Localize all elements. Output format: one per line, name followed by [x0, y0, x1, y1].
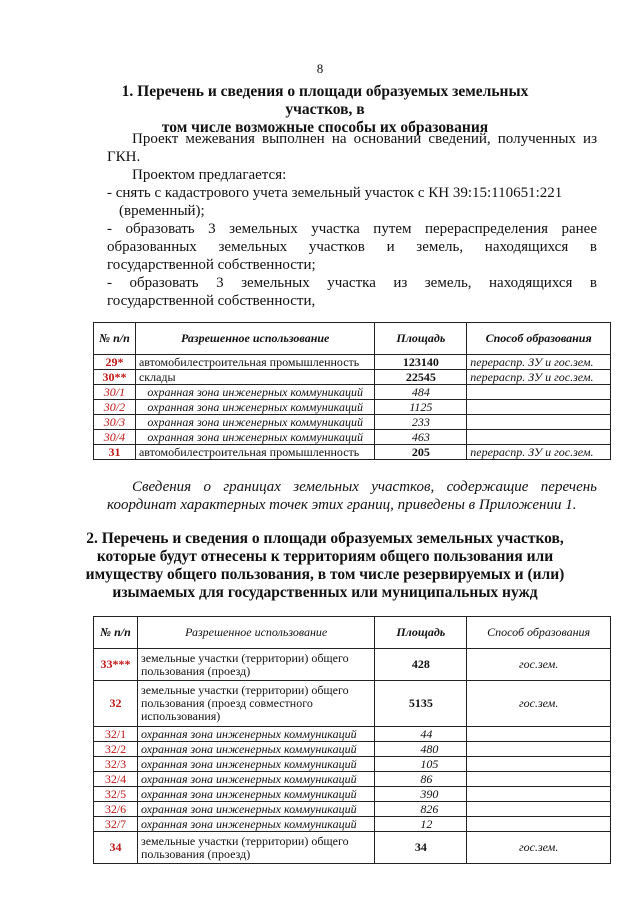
cell-area: 34 — [375, 832, 467, 864]
section2-title-line: изымаемых для государственных или муниципальных нужд — [112, 584, 538, 601]
cell-method — [467, 385, 611, 400]
cell-num: 30/2 — [94, 400, 136, 415]
list-item: государственной собственности; — [107, 257, 316, 273]
list-item: - образовать 3 земельных участка путем перераспределения ранее — [107, 221, 597, 237]
header-num: № п/п — [94, 323, 136, 355]
cell-num: 29* — [94, 355, 136, 370]
cell-area: 463 — [375, 430, 467, 445]
cell-use: земельные участки (территории) общего пользования (проезд) — [137, 649, 374, 681]
cell-num: 33*** — [94, 649, 138, 681]
cell-num: 30/4 — [94, 430, 136, 445]
cell-use: охранная зона инженерных коммуникаций — [137, 772, 374, 787]
cell-use: автомобилестроительная промышленность — [135, 445, 375, 460]
cell-method: гос.зем. — [467, 681, 611, 727]
cell-method — [467, 802, 611, 817]
cell-num: 30/1 — [94, 385, 136, 400]
cell-area: 86 — [375, 772, 467, 787]
table-row — [94, 649, 611, 681]
note-line: Сведения о границах земельных участков, содержащие перечень — [132, 479, 597, 495]
table-row — [94, 742, 611, 757]
cell-use: охранная зона инженерных коммуникаций — [135, 400, 375, 415]
header-num: № п/п — [94, 617, 138, 649]
table-row — [94, 355, 611, 370]
cell-method — [467, 430, 611, 445]
cell-use: охранная зона инженерных коммуникаций — [137, 727, 374, 742]
table-row — [94, 787, 611, 802]
table-row — [94, 681, 611, 727]
list-item: - образовать 3 земельных участка из земель, находящихся в — [107, 275, 597, 291]
parcels-table-1 — [93, 322, 611, 460]
cell-area: 484 — [375, 385, 467, 400]
page-number: 8 — [316, 61, 324, 76]
cell-use: автомобилестроительная промышленность — [135, 355, 375, 370]
cell-num: 32/1 — [94, 727, 138, 742]
cell-use: охранная зона инженерных коммуникаций — [137, 757, 374, 772]
cell-num: 34 — [94, 832, 138, 864]
cell-area: 826 — [375, 802, 467, 817]
cell-area: 22545 — [375, 370, 467, 385]
header-use: Разрешенное использование — [137, 617, 374, 649]
cell-method — [467, 400, 611, 415]
table-row — [94, 832, 611, 864]
cell-area: 5135 — [375, 681, 467, 727]
table-row — [94, 772, 611, 787]
section2-title-line: имуществу общего пользования, в том числе резервируемых и (или) — [85, 566, 565, 583]
table-row — [94, 445, 611, 460]
cell-area: 44 — [375, 727, 467, 742]
cell-area: 480 — [375, 742, 467, 757]
cell-method: перераспр. ЗУ и гос.зем. — [467, 445, 611, 460]
cell-method: перераспр. ЗУ и гос.зем. — [467, 355, 611, 370]
header-area: Площадь — [375, 323, 467, 355]
header-method: Способ образования — [467, 323, 611, 355]
cell-use: охранная зона инженерных коммуникаций — [137, 817, 374, 832]
table-row — [94, 802, 611, 817]
table-row — [94, 415, 611, 430]
section2-title-line: 2. Перечень и сведения о площади образуемых земельных участков, — [86, 530, 564, 547]
cell-use: земельные участки (территории) общего пользования (проезд совместного использования) — [137, 681, 374, 727]
cell-num: 32/6 — [94, 802, 138, 817]
table-row — [94, 370, 611, 385]
cell-num: 32/3 — [94, 757, 138, 772]
list-item: образованных земельных участков и земель, находящихся в — [107, 239, 597, 255]
cell-use: охранная зона инженерных коммуникаций — [137, 787, 374, 802]
section1-title-line: 1. Перечень и сведения о площади образуемых земельных участков, в — [121, 83, 529, 118]
list-item: государственной собственности, — [107, 293, 316, 309]
cell-use: склады — [135, 370, 375, 385]
table-row — [94, 430, 611, 445]
cell-method: гос.зем. — [467, 832, 611, 864]
cell-area: 428 — [375, 649, 467, 681]
table-row — [94, 757, 611, 772]
cell-area: 390 — [375, 787, 467, 802]
cell-method — [467, 757, 611, 772]
cell-area: 123140 — [375, 355, 467, 370]
cell-area: 12 — [375, 817, 467, 832]
cell-num: 32 — [94, 681, 138, 727]
table-row — [94, 385, 611, 400]
section1-note — [107, 478, 597, 514]
cell-num: 30/3 — [94, 415, 136, 430]
cell-use: охранная зона инженерных коммуникаций — [135, 385, 375, 400]
cell-num: 32/5 — [94, 787, 138, 802]
cell-method — [467, 787, 611, 802]
header-area: Площадь — [375, 617, 467, 649]
cell-use: охранная зона инженерных коммуникаций — [135, 430, 375, 445]
list-item: (временный); — [119, 203, 205, 219]
cell-method — [467, 742, 611, 757]
cell-area: 105 — [375, 757, 467, 772]
cell-use: охранная зона инженерных коммуникаций — [137, 742, 374, 757]
header-use: Разрешенное использование — [135, 323, 375, 355]
cell-use: охранная зона инженерных коммуникаций — [135, 415, 375, 430]
cell-area: 233 — [375, 415, 467, 430]
intro-line: ГКН. — [107, 149, 141, 165]
cell-area: 205 — [375, 445, 467, 460]
cell-method: перераспр. ЗУ и гос.зем. — [467, 370, 611, 385]
cell-method — [467, 727, 611, 742]
section1-title — [95, 83, 555, 137]
cell-use: охранная зона инженерных коммуникаций — [137, 802, 374, 817]
proposal-line: Проектом предлагается: — [132, 167, 287, 183]
cell-num: 32/4 — [94, 772, 138, 787]
header-method: Способ образования — [467, 617, 611, 649]
table-row — [94, 727, 611, 742]
cell-method — [467, 772, 611, 787]
list-item: - снять с кадастрового учета земельный участок с КН 39:15:110651:221 — [107, 185, 563, 201]
cell-method — [467, 817, 611, 832]
intro-line: Проект межевания выполнен на основании сведений, полученных из — [132, 131, 597, 147]
section2-title-line: которые будут отнесены к территориям общего пользования или — [96, 548, 554, 565]
note-line: координат характерных точек этих границ, приведены в Приложении 1. — [107, 497, 577, 513]
cell-num: 32/2 — [94, 742, 138, 757]
cell-method — [467, 415, 611, 430]
cell-num: 32/7 — [94, 817, 138, 832]
section2-title — [85, 530, 565, 602]
cell-num: 30** — [94, 370, 136, 385]
section1-intro — [107, 130, 597, 310]
cell-area: 1125 — [375, 400, 467, 415]
table-row — [94, 400, 611, 415]
parcels-table-2 — [93, 616, 611, 864]
cell-num: 31 — [94, 445, 136, 460]
section1-title-line: том числе возможные способы их образования — [161, 119, 489, 136]
table-row — [94, 817, 611, 832]
cell-use: земельные участки (территории) общего пользования (проезд) — [137, 832, 374, 864]
cell-method: гос.зем. — [467, 649, 611, 681]
